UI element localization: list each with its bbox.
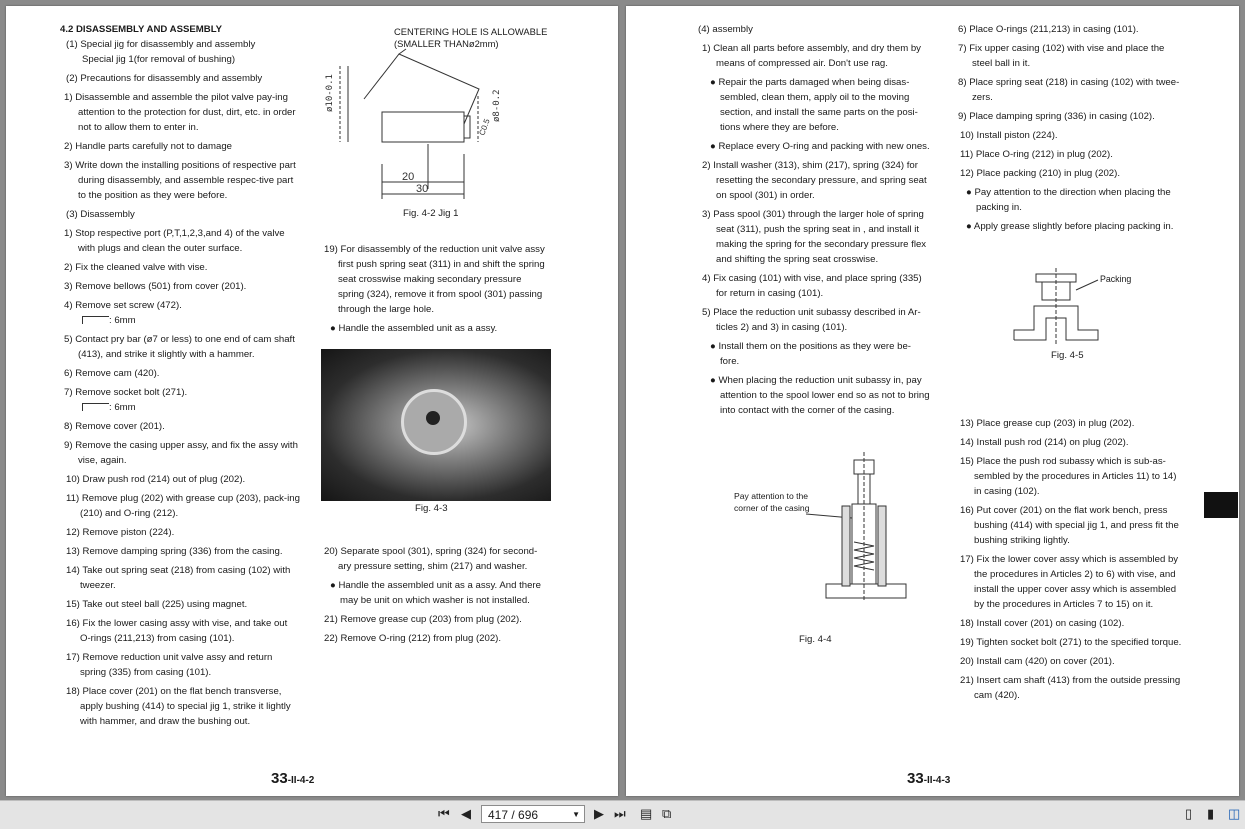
wrench-size: : 6mm — [109, 402, 136, 413]
jig-note-line: (SMALLER THANø2mm) — [394, 38, 499, 49]
valve-assembly-drawing — [726, 452, 926, 622]
text-line: 9) Remove the casing upper assy, and fix the assy with vise, again. — [64, 440, 298, 466]
text-line: ● Install them on the positions as they were be-fore. — [710, 341, 911, 367]
hex-wrench-icon — [82, 316, 109, 324]
text-line: (4) assembly — [698, 24, 753, 35]
packing-label: Packing — [1100, 274, 1132, 284]
text-line: 18) Install cover (201) on casing (102). — [960, 618, 1125, 629]
text-line: Special jig 1(for removal of bushing) — [82, 54, 236, 65]
document-page-left — [6, 6, 618, 796]
fig44-note-line: Pay attention to the — [734, 491, 809, 501]
text-line: (2) Precautions for disassembly and assembly — [66, 73, 263, 84]
text-line: 15) Place the push rod subassy which is sub-as-sembled by the procedures in Articles 11) to 14) in casing (102). — [960, 456, 1177, 497]
text-line: 18) Place cover (201) on the flat bench transverse, apply bushing (414) to special jig 1, strike it lightly with hammer, and draw the bushing out. — [66, 686, 291, 727]
text-line: ● Handle the assembled unit as a assy. And there may be unit on which washer is not installed. — [330, 580, 541, 606]
text-line: 9) Place damping spring (336) in casing (102). — [958, 111, 1155, 122]
page-number-suffix: -II-4-3 — [923, 775, 951, 786]
text-line: ● Replace every O-ring and packing with new ones. — [710, 141, 930, 152]
right-text-column-2b — [954, 416, 1186, 703]
text-line: 3) Write down the installing positions of respective part during disassembly, and assemble respec-tive part to the position as they were before. — [64, 160, 296, 201]
first-page-icon[interactable]: ⏮ — [438, 806, 450, 821]
page-number-suffix: -II-4-2 — [287, 775, 315, 786]
single-page-view-icon[interactable]: ▯ — [1185, 806, 1193, 821]
jig-svg — [324, 24, 554, 199]
dim-length-30: 30 — [416, 183, 429, 195]
text-line: 19) Tighten socket bolt (271) to the specified torque. — [960, 637, 1182, 648]
text-line: 1) Disassemble and assemble the pilot valve pay-ing attention to the protection for dust, dirt, etc. in order not to allow them to enter in. — [64, 92, 296, 133]
text-line: ● When placing the reduction unit subassy in, pay attention to the spool lower end so as not to bring into contact with the corner of the casing. — [710, 375, 930, 416]
document-page-right — [626, 6, 1239, 796]
text-line: 7) Remove socket bolt (271). — [64, 387, 188, 398]
dim-chamfer: C0.5 — [477, 117, 492, 137]
text-line: 10) Install piston (224). — [960, 130, 1058, 141]
jig-note-line: CENTERING HOLE IS ALLOWABLE — [394, 26, 548, 37]
wrench-size-line — [60, 313, 300, 328]
figure-caption: Fig. 4-3 — [415, 503, 448, 514]
copy-page-icon[interactable]: ⧉ — [662, 806, 672, 821]
text-line: 6) Remove cam (420). — [64, 368, 160, 379]
section-heading: 4.2 DISASSEMBLY AND ASSEMBLY — [60, 24, 223, 35]
valve-svg — [726, 452, 926, 622]
text-line: 2) Install washer (313), shim (217), spring (324) for resetting the secondary pressure, and spring seat on spool (301) in order. — [702, 160, 927, 201]
page-indicator: 417 / 696 — [488, 808, 539, 822]
page-number — [907, 770, 950, 787]
text-line: 8) Place spring seat (218) in casing (102) with twee-zers. — [958, 77, 1180, 103]
text-line: 5) Place the reduction unit subassy described in Ar-ticles 2) and 3) in casing (101). — [702, 307, 921, 333]
next-page-icon[interactable]: ▶ — [594, 806, 604, 821]
figure-caption: Fig. 4-4 — [799, 634, 832, 645]
text-line: 4) Fix casing (101) with vise, and place spring (335) for return in casing (101). — [702, 273, 922, 299]
chevron-down-icon: ▼ — [572, 810, 580, 819]
text-line: 14) Take out spring seat (218) from casing (102) with tweezer. — [66, 565, 291, 591]
dim-diameter-10: ø10-0.1 — [325, 74, 335, 112]
text-line: 2) Handle parts carefully not to damage — [64, 141, 232, 152]
left-text-column-2b — [318, 544, 550, 646]
text-line: 20) Separate spool (301), spring (324) for second-ary pressure setting, shim (217) and washer. — [324, 546, 538, 572]
two-page-view-icon[interactable]: ◫ — [1228, 806, 1241, 821]
right-text-column-2a — [954, 22, 1186, 234]
text-line: 8) Remove cover (201). — [64, 421, 165, 432]
jig-drawing — [324, 24, 554, 224]
text-line: 16) Put cover (201) on the flat work bench, press bushing (414) with special jig 1, and press fit the bushing striking lightly. — [960, 505, 1179, 546]
photo-figure — [321, 349, 551, 501]
right-text-column-1 — [698, 22, 930, 418]
text-line: 12) Remove piston (224). — [66, 527, 175, 538]
text-line: 19) For disassembly of the reduction unit valve assy first push spring seat (311) in and shift the spring seat crosswise making secondary pressure spring (324), remove it from spool (301) passing through the large hole. — [324, 244, 545, 315]
text-line: 10) Draw push rod (214) out of plug (202). — [66, 474, 246, 485]
wrench-size-line — [60, 400, 300, 415]
figure-caption: Fig. 4-2 Jig 1 — [403, 208, 459, 219]
last-page-icon[interactable]: ⏭ — [614, 806, 626, 821]
text-line: 6) Place O-rings (211,213) in casing (101). — [958, 24, 1139, 35]
text-line: 5) Contact pry bar (ø7 or less) to one end of cam shaft (413), and strike it slightly with a hammer. — [64, 334, 295, 360]
page-number-select[interactable] — [481, 805, 585, 823]
hole-shape — [426, 411, 440, 425]
text-line: 20) Install cam (420) on cover (201). — [960, 656, 1115, 667]
left-text-column-1 — [60, 22, 300, 729]
text-line: 4) Remove set screw (472). — [64, 300, 182, 311]
packing-svg — [1006, 268, 1206, 348]
wrench-size: : 6mm — [109, 315, 136, 326]
text-line: ● Apply grease slightly before placing packing in. — [966, 221, 1174, 232]
dim-diameter-8: ø8-0.2 — [492, 89, 502, 122]
text-line: 12) Place packing (210) in plug (202). — [960, 168, 1120, 179]
text-line: ● Pay attention to the direction when placing the packing in. — [966, 187, 1171, 213]
text-line: 21) Insert cam shaft (413) from the outside pressing cam (420). — [960, 675, 1181, 701]
continuous-view-icon[interactable]: ▮ — [1207, 806, 1215, 821]
text-line: 2) Fix the cleaned valve with vise. — [64, 262, 208, 273]
packing-drawing — [1006, 268, 1206, 348]
text-line: 11) Place O-ring (212) in plug (202). — [960, 149, 1113, 160]
text-line: (1) Special jig for disassembly and assembly — [66, 39, 256, 50]
text-line: 13) Remove damping spring (336) from the casing. — [66, 546, 283, 557]
page-number — [271, 770, 314, 787]
text-line: 17) Fix the lower cover assy which is assembled by the procedures in Articles 2) to 6) with vise, and install the upper cover assy which is assembled by the procedures in Articles 7 to 15) on it. — [960, 554, 1179, 610]
text-line: 22) Remove O-ring (212) from plug (202). — [324, 633, 502, 644]
previous-page-icon[interactable]: ◀ — [461, 806, 471, 821]
fig44-note-line: corner of the casing — [734, 503, 810, 513]
text-line: 1) Clean all parts before assembly, and dry them by means of compressed air. Don't use rag. — [702, 43, 921, 69]
viewer-toolbar — [0, 800, 1245, 829]
text-line: ● Handle the assembled unit as a assy. — [330, 323, 498, 334]
text-line: 15) Take out steel ball (225) using magnet. — [66, 599, 248, 610]
text-line: (3) Disassembly — [66, 209, 135, 220]
section-tab-marker — [1204, 492, 1238, 518]
text-line: 3) Pass spool (301) through the larger hole of spring seat (311), push the spring seat in , and install it making the spring for the secondary pressure flex and shifting the spring seat crosswise. — [702, 209, 927, 265]
hex-wrench-icon — [82, 403, 109, 411]
text-line: 17) Remove reduction unit valve assy and return spring (335) from casing (101). — [66, 652, 273, 678]
text-line: 11) Remove plug (202) with grease cup (203), pack-ing (210) and O-ring (212). — [66, 493, 300, 519]
page-number-main: 33 — [271, 770, 288, 787]
text-line: 21) Remove grease cup (203) from plug (202). — [324, 614, 522, 625]
dim-length-20: 20 — [402, 171, 415, 183]
text-line: 13) Place grease cup (203) in plug (202). — [960, 418, 1135, 429]
text-line: 3) Remove bellows (501) from cover (201). — [64, 281, 247, 292]
page-number-main: 33 — [907, 770, 924, 787]
thumbnails-icon[interactable]: ▤ — [640, 806, 653, 821]
left-text-column-2a — [318, 242, 550, 336]
text-line: ● Repair the parts damaged when being disas-sembled, clean them, apply oil to the moving section, and install the same parts on the posi-tions where they are before. — [710, 77, 918, 133]
figure-caption: Fig. 4-5 — [1051, 350, 1084, 361]
text-line: 1) Stop respective port (P,T,1,2,3,and 4) of the valve with plugs and clean the outer surface. — [64, 228, 285, 254]
text-line: 16) Fix the lower casing assy with vise, and take out O-rings (211,213) from casing (101). — [66, 618, 288, 644]
text-line: 7) Fix upper casing (102) with vise and place the steel ball in it. — [958, 43, 1165, 69]
text-line: 14) Install push rod (214) on plug (202). — [960, 437, 1129, 448]
